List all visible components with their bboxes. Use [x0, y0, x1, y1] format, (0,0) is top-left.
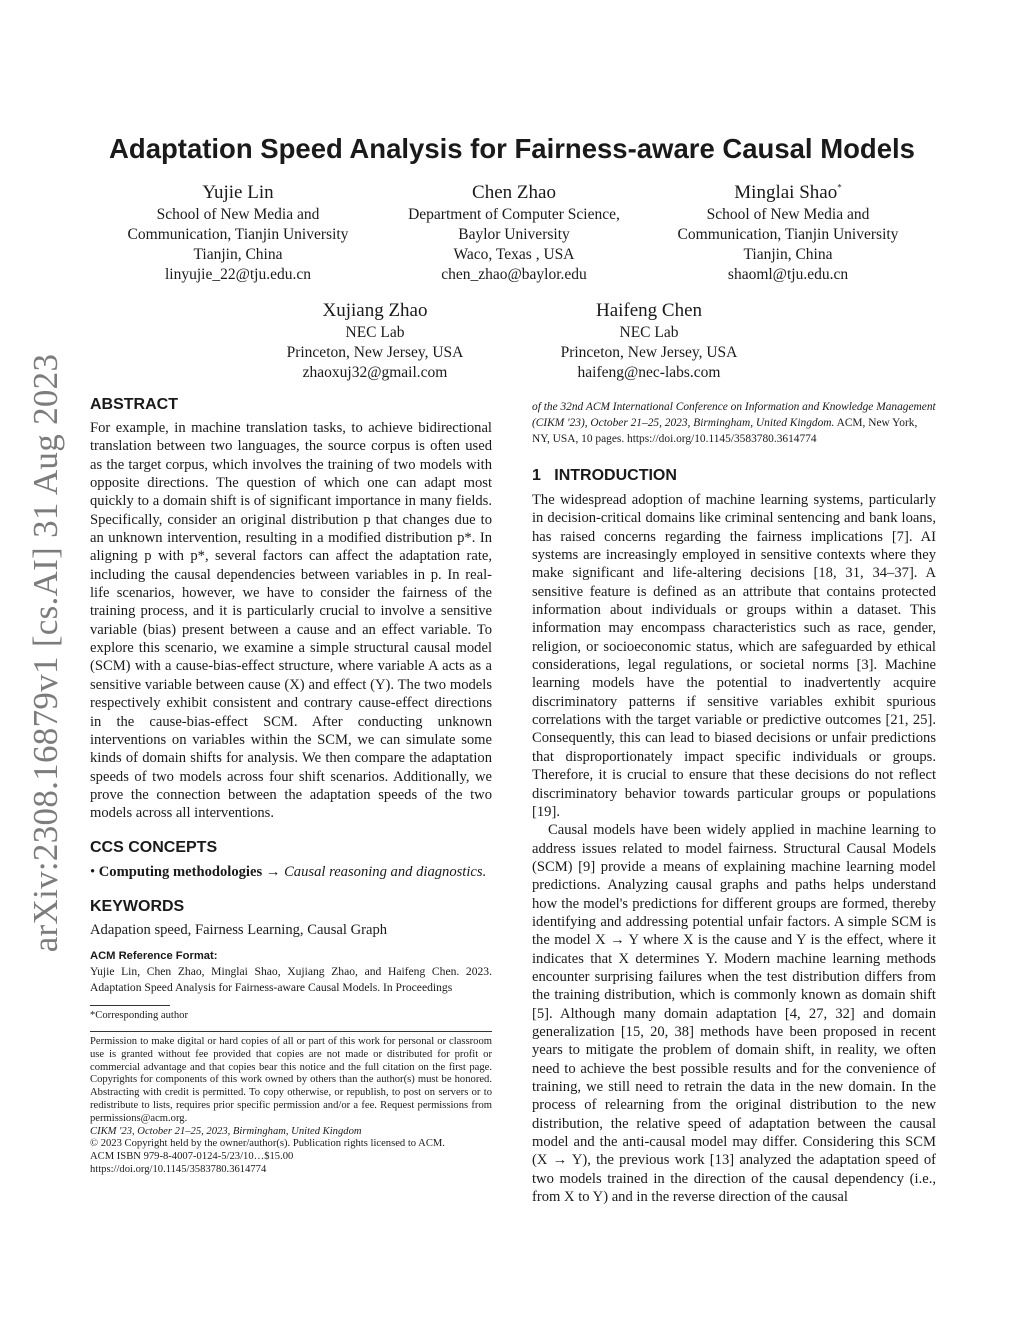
doi-line: https://doi.org/10.1145/3583780.3614774 — [90, 1163, 267, 1175]
intro-paragraph-2: Causal models have been widely applied in machine learning to address issues related to model fairness. Structural Causal Models (SCM) [9] provide a means of explaining machine learning model predictions. Analyzing causal graphs and paths helps understand how the model's predictions for different groups are formed, thereby identifying and addressing potential unfair factors. A simple SCM is the model X → Y where X is the cause and Y is the effect, where it indicates that X determines Y. Modern machine learning methods encounter surprising failures when the test distribution differs from the training distribution, which is commonly known as domain shift [5]. Although many domain adaptation [4, 27, 32] and domain generalization [15, 20, 38] methods have been proposed in recent years to mitigate the problem of domain shift, in reality, we often need to achieve the best possible results and for the convenience of training, we still need to retrain the data in the new domain. In the process of relearning from the original distribution to the new distribution, the relative speed of adaptation between the causal model and the anti-causal model may differ. Considering this SCM (X → Y), the previous work [13] analyzed the adaptation speed of two models trained in the direction of the causal dependency (i.e., from X to Y) and in the reverse direction of the causal — [532, 822, 936, 1206]
author-email: linyujie_22@tju.edu.cn — [164, 266, 311, 283]
author-location: Princeton, New Jersey, USA — [560, 344, 738, 361]
author-affiliation: Communication, Tianjin University — [127, 226, 349, 243]
introduction-heading — [532, 467, 677, 485]
author-affiliation: NEC Lab — [345, 324, 405, 341]
author-name: Haifeng Chen — [595, 300, 703, 321]
abstract-text: For example, in machine translation tasks, to achieve bidirectional translation between two languages, the source corpus is often used as the target corpus, which involves the training of two models with opposite directions. The question of which one can adapt most quickly to a domain shift is of significant importance in many fields. Specifically, consider an original distribution p that changes due to an unknown intervention, resulting in a modified distribution p*. In aligning p with p*, several factors can affect the adaptation rate, including the causal dependencies between variables in p. In real-life scenarios, however, we have to consider the fairness of the training process, and it is particularly crucial to involve a sensitive variable (bias) present between a cause and an effect variable. To explore this scenario, we examine a simple structural causal model (SCM) with a cause-bias-effect structure, where variable A acts as a sensitive variable between cause (X) and effect (Y). The two models respectively exhibit consistent and contrary cause-effect directions in the cause-bias-effect SCM. After conducting unknown interventions on variables within the SCM, we can simulate some kinds of domain shifts for analysis. We then compare the adaptation speeds of two models across four shift scenarios. Additionally, we prove the connection between the adaptation speeds of the two models across all interventions. — [90, 420, 492, 822]
author-name-text: Minglai Shao — [734, 182, 838, 203]
footnote-rule — [90, 1005, 170, 1006]
ccs-concepts-item — [90, 863, 500, 881]
section-title: INTRODUCTION — [554, 467, 677, 484]
author-block — [374, 181, 654, 285]
acm-reference-continued — [532, 399, 936, 447]
author-name: Chen Zhao — [472, 182, 556, 203]
keywords-text: Adapation speed, Fairness Learning, Causal Graph — [90, 922, 388, 938]
author-block — [519, 299, 779, 383]
author-block — [98, 181, 378, 285]
author-affiliation: NEC Lab — [619, 324, 679, 341]
author-location: Tianjin, China — [193, 246, 283, 263]
venue-line: CIKM '23, October 21–25, 2023, Birmingham, United Kingdom — [90, 1125, 362, 1137]
author-affiliation: Communication, Tianjin University — [677, 226, 899, 243]
arrow-icon: → — [265, 864, 281, 880]
section-number: 1 — [532, 467, 541, 484]
author-email: haifeng@nec-labs.com — [577, 364, 721, 381]
intro-paragraph-1: The widespread adoption of machine learning systems, particularly in decision-critical domains like criminal sentencing and bank loans, has raised concerns regarding the fairness implications [7]. AI systems are increasingly employed in sensitive contexts where they make significant and life-altering decisions [18, 31, 34–37]. A sensitive feature is defined as an attribute that contains protected information about individuals or groups within a dataset. This information may encompass characteristics such as race, gender, religion, or socioeconomic status, which are safeguarded by ethical considerations, legal regulations, or societal norms [3]. Machine learning models have the potential to inadvertently acquire discriminatory patterns if sensitive variables exhibit spurious correlations with the target variable or predictive outcomes [21, 25]. Consequently, this can lead to biased decisions or unfair predictions that disproportionately impact specific individuals or groups. Therefore, it is crucial to ensure that these decisions do not reflect discriminatory behavior towards particular groups or populations [19]. — [532, 492, 936, 820]
author-affiliation: School of New Media and — [156, 206, 320, 223]
ccs-concepts-heading: CCS CONCEPTS — [90, 839, 218, 856]
author-block — [648, 181, 928, 285]
ccs-concept: Causal reasoning and diagnostics. — [284, 864, 487, 880]
arxiv-identifier-stamp — [22, 353, 70, 952]
author-location: Waco, Texas , USA — [453, 246, 575, 263]
permission-rule — [90, 1031, 492, 1032]
abstract-body — [90, 419, 492, 823]
abstract-heading: ABSTRACT — [90, 396, 178, 413]
introduction-body — [532, 491, 936, 1206]
acm-reference-heading: ACM Reference Format: — [90, 950, 218, 962]
author-email: zhaoxuj32@gmail.com — [302, 364, 448, 381]
author-location: Tianjin, China — [743, 246, 833, 263]
corresponding-author-mark: * — [837, 182, 842, 193]
author-email: chen_zhao@baylor.edu — [441, 266, 587, 283]
author-affiliation: Department of Computer Science, — [408, 206, 620, 223]
author-name: Xujiang Zhao — [322, 300, 428, 321]
acm-reference — [90, 948, 492, 996]
isbn-line: ACM ISBN 979-8-4007-0124-5/23/10…$15.00 — [90, 1151, 294, 1163]
bullet: • — [90, 864, 96, 880]
acm-reference-text: Yujie Lin, Chen Zhao, Minglai Shao, Xujiang Zhao, and Haifeng Chen. 2023. Adaptation Speed Analysis for Fairness-aware Causal Models. In Proceedings — [90, 965, 492, 994]
keywords-heading: KEYWORDS — [90, 898, 185, 915]
author-name: Yujie Lin — [202, 182, 274, 203]
author-location: Princeton, New Jersey, USA — [286, 344, 464, 361]
author-block — [245, 299, 505, 383]
footnote-text: *Corresponding author — [90, 1010, 188, 1021]
acm-reference-publisher: ACM, New York, NY, USA, 10 pages. https://doi.org/10.1145/3583780.3614774 — [532, 417, 918, 445]
author-affiliation: School of New Media and — [706, 206, 870, 223]
permission-text: Permission to make digital or hard copies of all or part of this work for personal or classroom use is granted without fee provided that copies are not made or distributed for profit or commercial advantage and that copies bear this notice and the full citation on the first page. Copyrights for components of this work owned by others than the author(s) must be honored. Abstracting with credit is permitted. To copy otherwise, or republish, to post on servers or to redistribute to lists, requires prior specific permission and/or a fee. Request permissions from permissions@acm.org. — [90, 1036, 492, 1124]
copyright-line: © 2023 Copyright held by the owner/author(s). Publication rights licensed to ACM. — [90, 1138, 445, 1150]
author-name — [648, 181, 928, 205]
permission-block — [90, 1036, 492, 1177]
footnote — [90, 1010, 492, 1023]
acm-reference-venue: of the 32nd ACM International Conference on Information and Knowledge Management (CIKM '23), October 21–25, 2023, Birmingham, United Kingdom. — [532, 401, 936, 429]
author-email: shaoml@tju.edu.cn — [727, 266, 849, 283]
author-affiliation: Baylor University — [458, 226, 570, 243]
paper-title: Adaptation Speed Analysis for Fairness-aware Causal Models — [109, 133, 915, 164]
arxiv-identifier-text: arXiv:2308.16879v1 [cs.AI] 31 Aug 2023 — [26, 353, 65, 952]
ccs-category: Computing methodologies — [98, 864, 263, 880]
